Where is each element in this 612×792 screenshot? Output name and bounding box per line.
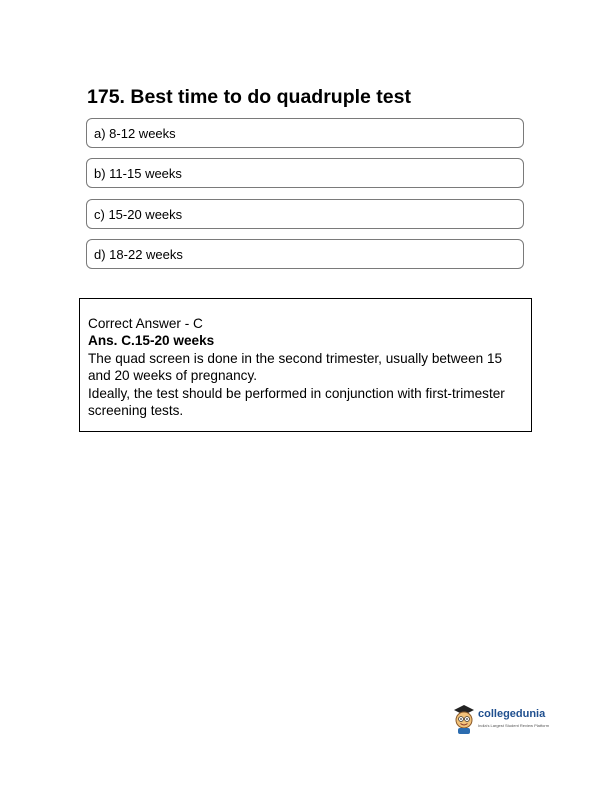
- explanation-1: The quad screen is done in the second trimester, usually between 15 and 20 weeks of pregnancy.: [88, 350, 503, 384]
- question-title: 175. Best time to do quadruple test: [87, 86, 411, 108]
- answer-heading: Ans. C.15-20 weeks: [88, 333, 215, 349]
- option-b[interactable]: b) 11-15 weeks: [86, 158, 524, 188]
- explanation-2: Ideally, the test should be performed in conjunction with first-trimester screening tests.: [88, 385, 505, 419]
- option-d[interactable]: d) 18-22 weeks: [86, 239, 524, 269]
- logo-tagline: India's Largest Student Review Platform: [478, 723, 550, 728]
- option-a[interactable]: a) 8-12 weeks: [86, 118, 524, 148]
- collegedunia-logo: [452, 703, 562, 739]
- option-c[interactable]: c) 15-20 weeks: [86, 199, 524, 229]
- logo-name: collegedunia: [478, 708, 546, 720]
- answer-box: [79, 298, 532, 432]
- correct-answer: Correct Answer - C: [88, 316, 203, 331]
- mascot-icon: [452, 703, 476, 735]
